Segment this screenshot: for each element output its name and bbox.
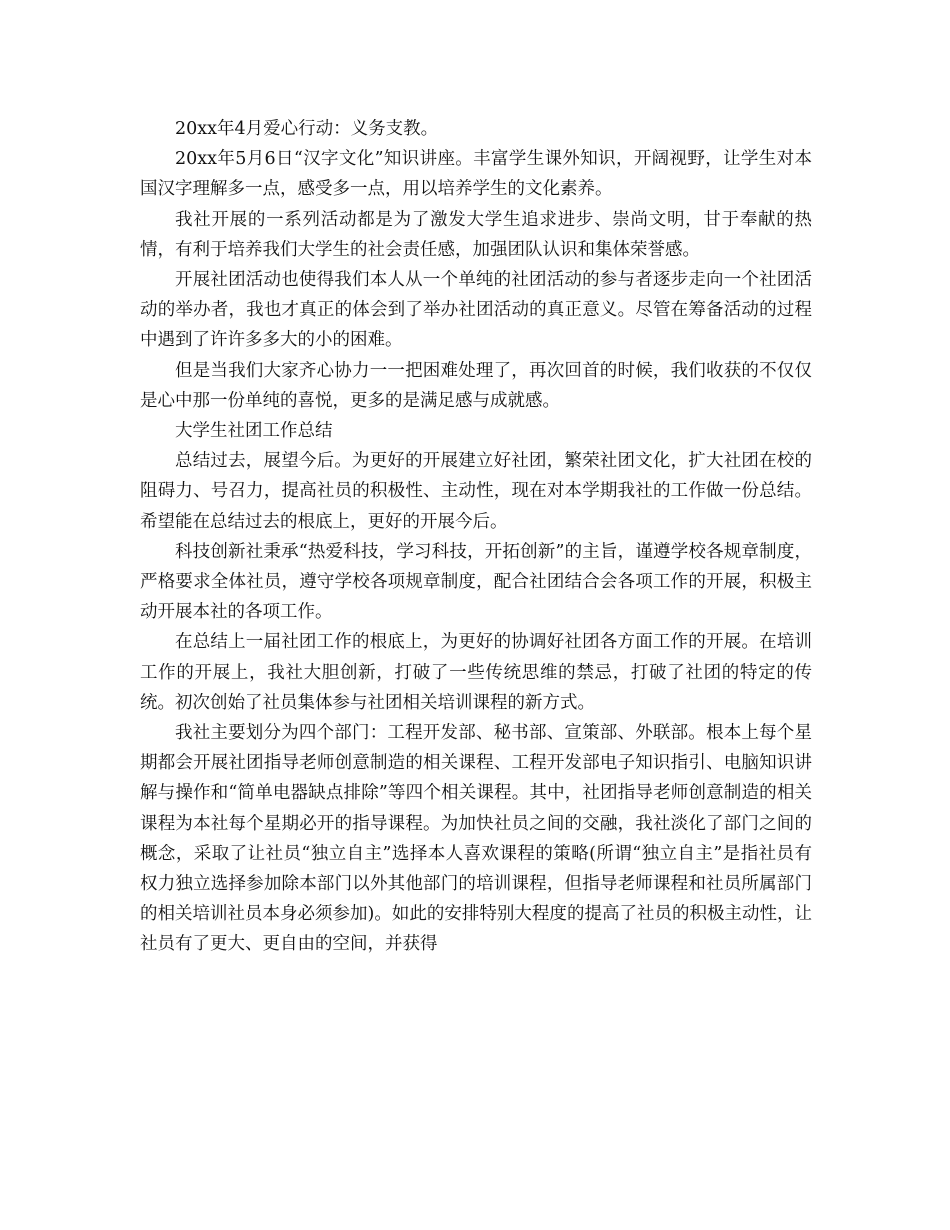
- paragraph-10: 我社主要划分为四个部门：工程开发部、秘书部、宣策部、外联部。根本上每个星期都会开展社团指导老师创意制造的相关课程、工程开发部电子知识指引、电脑知识讲解与操作和“简单电器缺点排除”等四个相关课程。其中，社团指导老师创意制造的相关课程为本社每个星期必开的指导课程。为加快社员之间的交融，我社淡化了部门之间的概念，采取了让社员“独立自主”选择本人喜欢课程的策略(所谓“独立自主”是指社员有权力独立选择参加除本部门以外其他部门的培训课程，但指导老师课程和社员所属部门的相关培训社员本身必须参加)。如此的安排特别大程度的提高了社员的积极主动性，让社员有了更大、更自由的空间，并获得: [140, 723, 812, 955]
- paragraph-1: 20xx年4月爱心行动：义务支教。: [175, 119, 439, 139]
- paragraph-5: 但是当我们大家齐心协力一一把困难处理了，再次回首的时候，我们收获的不仅仅是心中那一份单纯的喜悦，更多的是满足感与成就感。: [140, 360, 812, 411]
- paragraph-7: 总结过去，展望今后。为更好的开展建立好社团，繁荣社团文化，扩大社团在校的阻碍力、号召力，提高社员的积极性、主动性，现在对本学期我社的工作做一份总结。希望能在总结过去的根底上，更好的开展今后。: [140, 451, 812, 532]
- paragraph-2: 20xx年5月6日“汉字文化”知识讲座。丰富学生课外知识，开阔视野，让学生对本国汉字理解多一点，感受多一点，用以培养学生的文化素养。: [140, 149, 812, 200]
- document-page: [140, 114, 812, 960]
- paragraph-8: 科技创新社秉承“热爱科技，学习科技，开拓创新”的主旨，谨遵学校各规章制度，严格要求全体社员，遵守学校各项规章制度，配合社团结合会各项工作的开展，积极主动开展本社的各项工作。: [140, 541, 812, 623]
- section-heading: 大学生社团工作总结: [175, 421, 333, 442]
- paragraph-3: 我社开展的一系列活动都是为了激发大学生追求进步、崇尚文明，甘于奉献的热情，有利于培养我们大学生的社会责任感，加强团队认识和集体荣誉感。: [140, 209, 812, 260]
- paragraph-9: 在总结上一届社团工作的根底上，为更好的协调好社团各方面工作的开展。在培训工作的开展上，我社大胆创新，打破了一些传统思维的禁忌，打破了社团的特定的传统。初次创始了社员集体参与社团相关培训课程的新方式。: [140, 632, 812, 713]
- paragraph-4: 开展社团活动也使得我们本人从一个单纯的社团活动的参与者逐步走向一个社团活动的举办者，我也才真正的体会到了举办社团活动的真正意义。尽管在筹备活动的过程中遇到了许许多多大的小的困难。: [140, 270, 812, 351]
